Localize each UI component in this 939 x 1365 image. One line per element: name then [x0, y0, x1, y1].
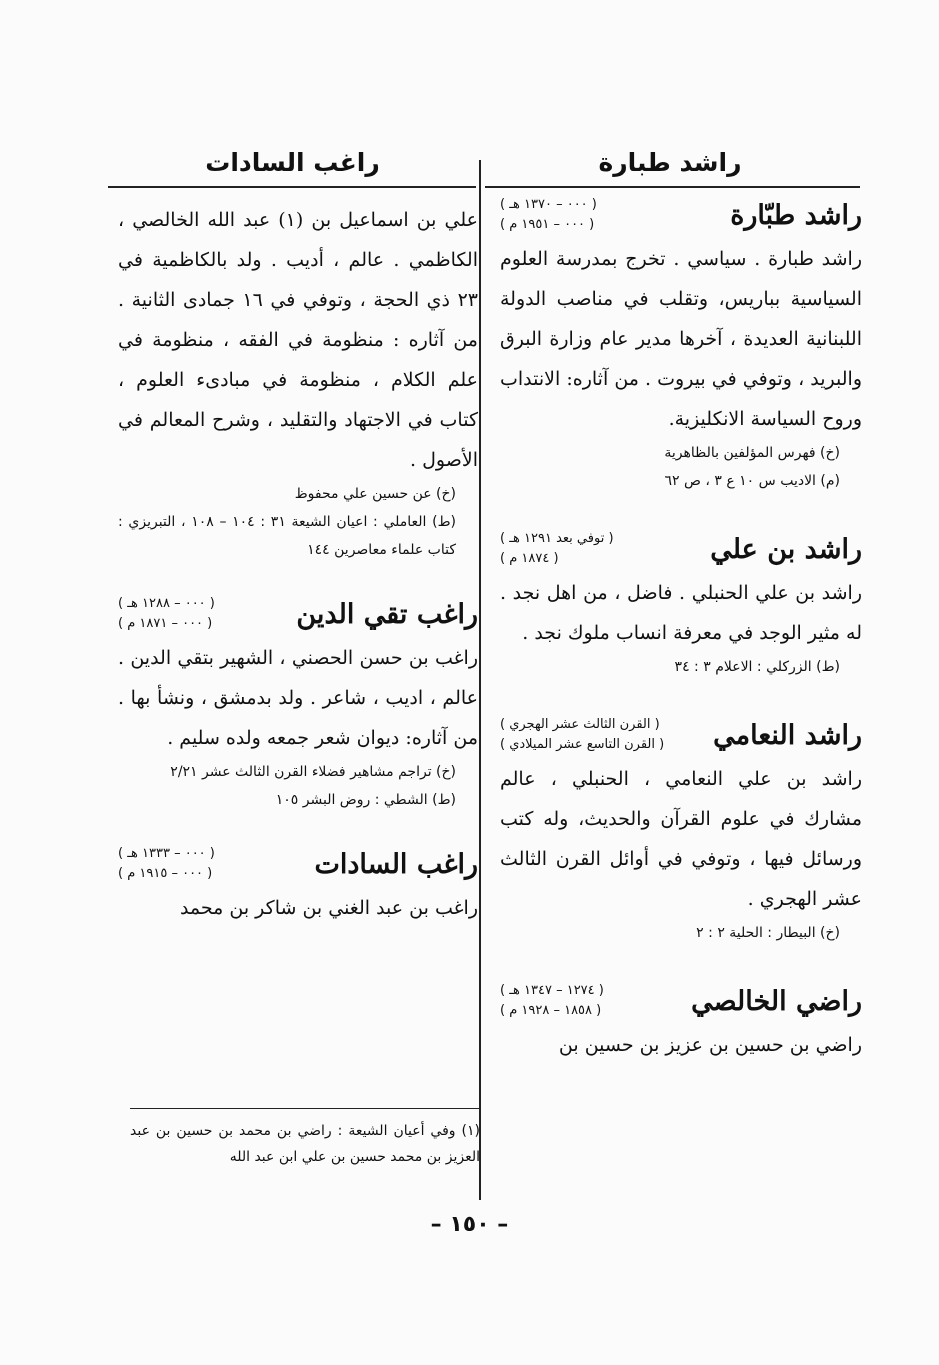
- entry-name: راشد طبّارة: [730, 199, 862, 231]
- entry-body: راشد طبارة . سياسي . تخرج بمدرسة العلوم السياسية بباريس، وتقلب في مناصب الدولة اللبنانية العديدة ، آخرها مدير عام وزارة البرق والبريد ، وتوفي في بيروت . من آثاره: الانتداب وروح السياسة الانكليزية.: [500, 248, 862, 430]
- reference: (م) الاديب س ١٠ ع ٣ ، ص ٦٢: [664, 473, 840, 489]
- entry-date-gregorian: ( ١٨٥٨ – ١٩٢٨ م ): [500, 1003, 602, 1018]
- reference: (خ) عن حسين علي محفوظ: [294, 486, 456, 502]
- entry-date-gregorian: ( القرن التاسع عشر الميلادي ): [500, 737, 665, 752]
- reference: (خ) تراجم مشاهير فضلاء القرن الثالث عشر ٢/٢١: [170, 764, 456, 780]
- entry-body: راضي بن حسين بن عزيز بن حسين بن: [558, 1034, 862, 1056]
- entry-date-hijri: ( ٠٠٠ – ١٣٣٣ هـ ): [118, 846, 215, 861]
- header-rule-left: [108, 186, 476, 188]
- entry-date-hijri: ( ٠٠٠ – ١٢٨٨ هـ ): [118, 596, 215, 611]
- footnote: (١) وفي أعيان الشيعة : راضي بن محمد بن حسين بن عبد العزيز بن محمد حسين بن علي ابن عبد الله: [130, 1123, 480, 1165]
- entry-heading: [500, 981, 862, 1021]
- entry-date-hijri: ( توفي بعد ١٢٩١ هـ ): [500, 531, 614, 546]
- entry-body: راغب بن عبد الغني بن شاكر بن محمد: [179, 897, 478, 919]
- entry-date-gregorian: ( ١٨٧٤ م ): [500, 551, 559, 566]
- entry-rashid-bin-ali: [500, 529, 862, 681]
- entry-body: علي بن اسماعيل بن (١) عبد الله الخالصي ، الكاظمي . عالم ، أديب . ولد بالكاظمية في ٢٣ ذي الحجة ، وتوفي في ١٦ جمادى الثانية . من آثاره : منظومة في الفقه ، منظومة في علم الكلام ، منظومة في مبادىء العلوم ، كتاب في الاجتهاد والتقليد ، وشرح المعالم في الأصول .: [118, 209, 479, 471]
- header-rule-right: [485, 186, 860, 188]
- entry-name: راشد بن علي: [710, 533, 862, 565]
- entry-dates: [500, 529, 614, 569]
- column-divider: [479, 160, 481, 1200]
- entry-name: راشد النعامي: [713, 719, 862, 751]
- entry-heading: [118, 844, 478, 884]
- entry-date-gregorian: ( ٠٠٠ – ١٩١٥ م ): [118, 866, 213, 881]
- entry-name: راغب تقي الدين: [296, 598, 478, 630]
- entry-heading: [118, 594, 478, 634]
- entry-references: [118, 480, 478, 564]
- entry-references: [500, 919, 862, 947]
- reference: (ط) الشطي : روض البشر ١٠٥: [275, 792, 456, 808]
- entry-references: [118, 758, 478, 814]
- entry-raghib-taqi-al-din: [118, 594, 478, 814]
- entry-date-gregorian: ( ٠٠٠ – ١٩٥١ م ): [500, 217, 595, 232]
- entry-name: راضي الخالصي: [691, 985, 862, 1017]
- entry-date-hijri: ( ٠٠٠ – ١٣٧٠ هـ ): [500, 197, 597, 212]
- entry-dates: [118, 844, 215, 884]
- reference: (ط) الزركلي : الاعلام ٣ : ٣٤: [674, 659, 840, 675]
- running-header-right: راشد طبارة: [598, 148, 742, 177]
- entry-date-hijri: ( ١٢٧٤ – ١٣٤٧ هـ ): [500, 983, 604, 998]
- entry-date-gregorian: ( ٠٠٠ – ١٨٧١ م ): [118, 616, 213, 631]
- entry-date-hijri: ( القرن الثالث عشر الهجري ): [500, 717, 660, 732]
- entry-dates: [500, 715, 664, 755]
- entry-heading: [500, 195, 862, 235]
- entry-body: راشد بن علي النعامي ، الحنبلي ، عالم مشارك في علوم القرآن والحديث، وله كتب ورسائل فيها ، وتوفي في أوائل القرن الثالث عشر الهجري .: [500, 768, 862, 910]
- entry-heading: [500, 529, 862, 569]
- left-column: [118, 200, 478, 928]
- reference: (خ) البيطار : الحلية ٢ : ٢: [696, 925, 840, 941]
- reference: (ط) العاملي : اعيان الشيعة ٣١ : ١٠٤ – ١٠٨ ، التبريزي : كتاب علماء معاصرين ١٤٤: [118, 514, 456, 558]
- entry-references: [500, 653, 862, 681]
- right-column: [500, 195, 862, 1065]
- entry-references: [500, 439, 862, 495]
- entry-raghib-al-sadat: [118, 844, 478, 928]
- entry-dates: [500, 981, 604, 1021]
- entry-radi-al-khalisi: [500, 981, 862, 1065]
- entry-dates: [118, 594, 215, 634]
- entry-rashid-al-naami: [500, 715, 862, 947]
- entry-body: راشد بن علي الحنبلي . فاضل ، من اهل نجد . له مثير الوجد في معرفة انساب ملوك نجد .: [500, 582, 862, 644]
- entry-rashid-tabbara: [500, 195, 862, 495]
- entry-heading: [500, 715, 862, 755]
- running-header-left: راغب السادات: [205, 148, 380, 177]
- page-number: – ١٥٠ –: [430, 1212, 509, 1237]
- entry-name: راغب السادات: [314, 848, 478, 880]
- entry-body: راغب بن حسن الحصني ، الشهير بتقي الدين . عالم ، اديب ، شاعر . ولد بدمشق ، ونشأ بها . من آثاره: ديوان شعر جمعه ولده سليم .: [118, 647, 478, 749]
- footnote-rule: [130, 1108, 480, 1109]
- reference: (خ) فهرس المؤلفين بالظاهرية: [664, 445, 840, 461]
- entry-continued: [118, 200, 478, 564]
- entry-dates: [500, 195, 597, 235]
